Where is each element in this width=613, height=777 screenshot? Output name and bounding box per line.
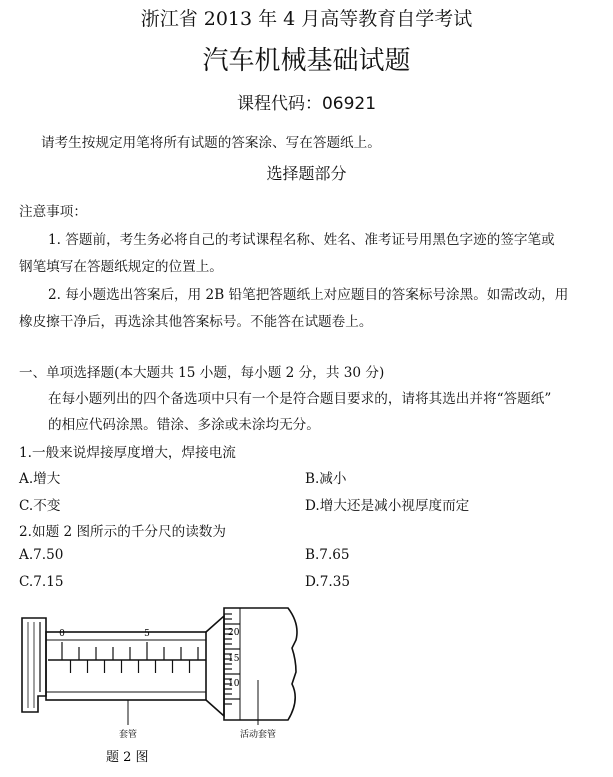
exam-title: 浙江省 2013 年 4 月高等教育自学考试 xyxy=(140,8,473,30)
course-code: 课程代码：06921 xyxy=(236,94,377,114)
question-1-option-d: D.增大还是减小视厚度而定 xyxy=(305,498,470,514)
thimble-label: 活动套管 xyxy=(239,730,277,740)
question-1-option-c: C.不变 xyxy=(19,498,61,514)
sleeve-scale-label-5: 5 xyxy=(144,629,150,639)
notice-item-1-line-2: 钢笔填写在答题纸规定的位置上。 xyxy=(19,259,223,275)
sleeve-scale-label-0: 0 xyxy=(59,629,65,639)
question-1-option-b: B.减小 xyxy=(305,471,347,487)
notice-heading: 注意事项： xyxy=(19,204,87,220)
section-title: 选择题部分 xyxy=(266,164,347,183)
sleeve-label: 套管 xyxy=(118,730,138,740)
sleeve-lower-ticks xyxy=(71,660,190,673)
thimble-body xyxy=(224,608,297,720)
notice-item-2-line-1: 2. 每小题选出答案后，用 2B 铅笔把答题纸上对应题目的答案标号涂黑。如需改动，用 xyxy=(48,287,569,303)
part1-desc-line-2: 的相应代码涂黑。错涂、多涂或未涂均无分。 xyxy=(48,417,320,433)
question-2-option-b: B.7.65 xyxy=(305,547,350,563)
part1-desc-line-1: 在每小题列出的四个备选项中只有一个是符合题目要求的，请将其选出并将“答题纸” xyxy=(48,391,552,407)
question-1-stem: 1.一般来说焊接厚度增大，焊接电流 xyxy=(19,445,236,461)
thimble-scale-label-15: 15 xyxy=(228,654,240,664)
sleeve-upper-ticks xyxy=(62,642,198,660)
notice-item-2-line-2: 橡皮擦干净后，再选涂其他答案标号。不能答在试题卷上。 xyxy=(19,314,373,330)
answer-instruction: 请考生按规定用笔将所有试题的答案涂、写在答题纸上。 xyxy=(41,135,381,151)
course-title: 汽车机械基础试题 xyxy=(202,46,411,76)
thimble-scale-label-20: 20 xyxy=(228,628,240,638)
question-2-option-c: C.7.15 xyxy=(19,574,64,590)
question-1-option-a: A.增大 xyxy=(19,471,61,487)
question-2-option-a: A.7.50 xyxy=(19,547,64,563)
micrometer-figure xyxy=(0,600,613,777)
question-2-stem: 2.如题 2 图所示的千分尺的读数为 xyxy=(19,524,226,540)
question-2-option-d: D.7.35 xyxy=(305,574,351,590)
notice-item-1-line-1: 1. 答题前，考生务必将自己的考试课程名称、姓名、准考证号用黑色字迹的签字笔或 xyxy=(48,232,555,248)
part1-heading: 一、单项选择题(本大题共 15 小题，每小题 2 分，共 30 分) xyxy=(19,365,385,381)
figure-caption: 题 2 图 xyxy=(106,750,149,765)
thimble-taper xyxy=(206,616,224,716)
thimble-scale-label-10: 10 xyxy=(228,679,240,689)
